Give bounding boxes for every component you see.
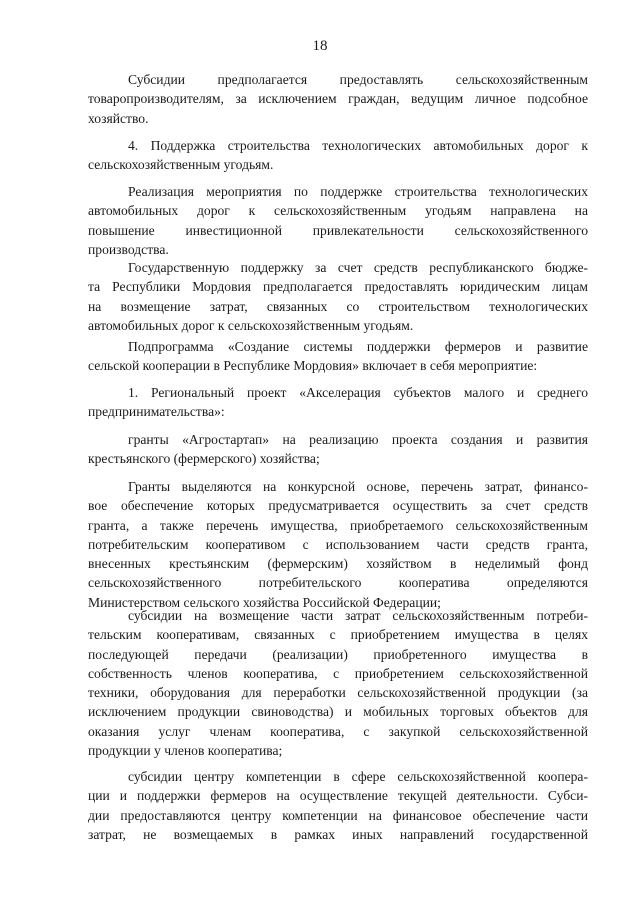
paragraph-subprogram (88, 337, 588, 376)
text-line: вое обеспечение которых предусматривается осуществить за счет средств (88, 498, 588, 514)
text-line: последующей передачи (реализации) приобретенного имущества в (88, 646, 588, 662)
text-line: дии предоставляются центру компетенции на финансовое обеспечение части (88, 807, 588, 823)
text-line: на возмещение затрат, связанных со строительством технологических (88, 298, 588, 314)
text-line: субсидии центру компетенции в сфере сельскохозяйственной коопера- (128, 769, 588, 784)
paragraph-subsidies-recipients (88, 70, 588, 128)
paragraph-cooperative-subsidies (88, 606, 588, 760)
text-line: товаропроизводителям, за исключением граждан, ведущим личное подсобное (88, 91, 588, 107)
paragraph-roads-heading (88, 136, 588, 175)
text-line: субсидии на возмещение части затрат сельскохозяйственным потреби- (128, 608, 588, 623)
paragraph-agrostartup-grants (88, 430, 588, 469)
text-line: автомобильных дорог к сельскохозяйственным угодьям направлена на (88, 203, 588, 219)
text-line: продукции у членов кооператива; (88, 743, 283, 759)
text-line: хозяйство. (88, 110, 149, 126)
text-line: оказания услуг членам кооператива, с закупкой сельскохозяйственной (88, 723, 588, 739)
text-line: гранта, а также перечень имущества, приобретаемого сельскохозяйственным (88, 517, 588, 533)
paragraph-competence-center-subsidies (88, 767, 588, 844)
text-line: гранты «Агростартап» на реализацию проекта создания и развития (128, 432, 588, 447)
text-line: тельским кооперативам, связанных с приобретением имущества в целях (88, 627, 588, 643)
text-line: предпринимательства»: (88, 404, 225, 420)
text-line: производства. (88, 241, 169, 257)
text-line: внесенных крестьянским (фермерским) хозяйством в неделимый фонд (88, 556, 588, 572)
paragraph-grants-conditions (88, 477, 588, 612)
paragraph-state-support (88, 258, 588, 335)
text-line: Субсидии предполагается предоставлять сельскохозяйственным (128, 72, 588, 87)
page-number: 18 (312, 38, 328, 54)
text-line: ции и поддержки фермеров на осуществление текущей деятельности. Субси- (88, 788, 588, 804)
text-line: автомобильных дорог к сельскохозяйственным угодьям. (88, 317, 414, 333)
text-line: 4. Поддержка строительства технологических автомобильных дорог к (128, 138, 588, 153)
paragraph-roads-implementation (88, 182, 588, 259)
text-line: Гранты выделяются на конкурсной основе, перечень затрат, финансо- (128, 479, 588, 494)
text-line: повышение инвестиционной привлекательности сельскохозяйственного (88, 222, 588, 238)
text-line: сельскохозяйственного потребительского кооператива определяются (88, 575, 588, 591)
text-line: Подпрограмма «Создание системы поддержки фермеров и развитие (128, 339, 588, 354)
text-line: исключением продукции свиноводства) и мобильных торговых объектов для (88, 704, 588, 720)
text-line: та Республики Мордовия предполагается предоставлять юридическим лицам (88, 279, 588, 295)
text-line: крестьянского (фермерского) хозяйства; (88, 451, 320, 467)
text-line: Министерством сельского хозяйства Российской Федерации; (88, 594, 441, 610)
text-line: сельскохозяйственным угодьям. (88, 157, 274, 173)
text-line: техники, оборудования для переработки сельскохозяйственной продукции (за (88, 685, 588, 701)
text-line: Реализация мероприятия по поддержке строительства технологических (128, 184, 588, 199)
text-line: потребительским кооперативом с использованием части средств гранта, (88, 536, 588, 552)
text-line: сельской кооперации в Республике Мордовия» включает в себя мероприятие: (88, 358, 538, 374)
text-line: 1. Региональный проект «Акселерация субъектов малого и среднего (128, 385, 588, 400)
text-line: затрат, не возмещаемых в рамках иных направлений государственной (88, 826, 588, 842)
text-line: Государственную поддержку за счет средств республиканского бюдже- (128, 260, 588, 275)
paragraph-regional-project (88, 383, 588, 422)
text-line: собственность членов кооператива, с приобретением сельскохозяйственной (88, 665, 588, 681)
